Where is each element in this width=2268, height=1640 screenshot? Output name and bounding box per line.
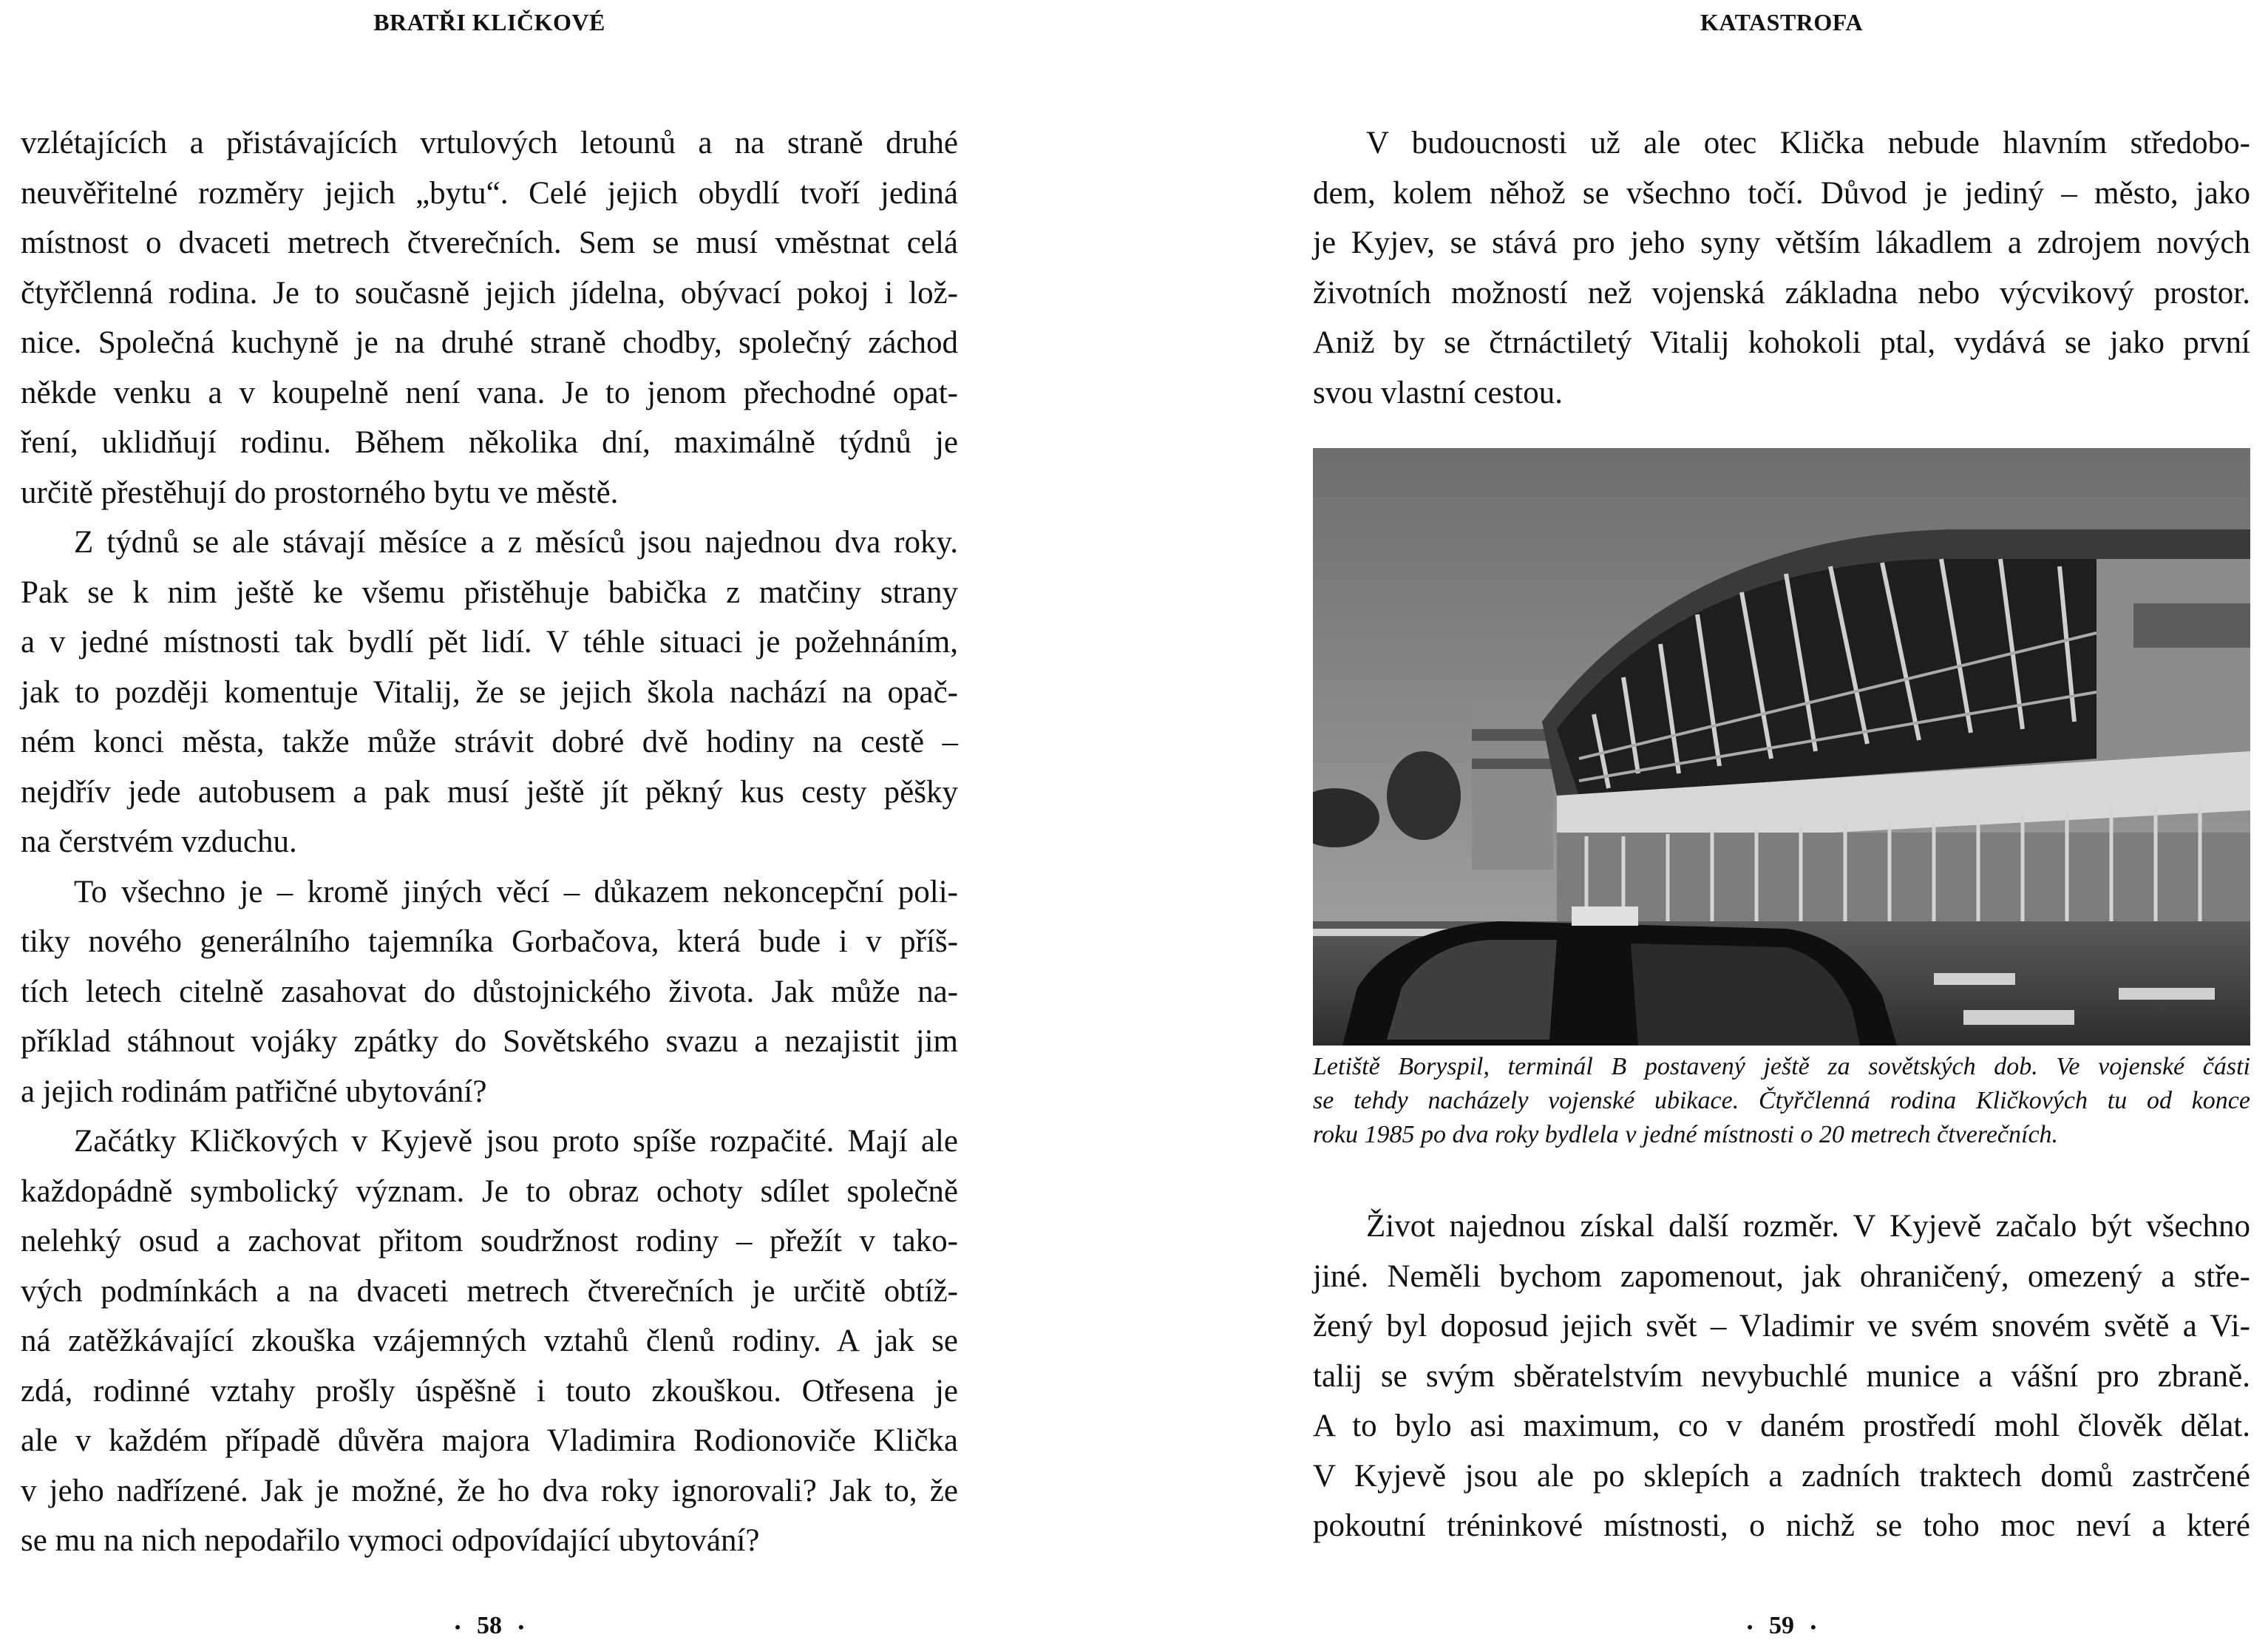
text-line: ná zatěžkávající zkouška vzájemných vztahů členů rodiny. A jak se <box>21 1324 958 1358</box>
text-line: životních možností než vojenská základna nebo výcvikový prostor. <box>1313 275 2250 311</box>
text-line: někde venku a v koupelně není vana. Je to jenom přechodné opat- <box>21 375 958 410</box>
caption-line: roku 1985 po dva roky bydlela v jedné místnosti o 20 metrech čtverečních. <box>1313 1121 2059 1148</box>
text-line: Život najednou získal další rozměr. V Kyjevě začalo být všechno <box>1366 1209 2250 1244</box>
text-line: Začátky Kličkových v Kyjevě jsou proto spíše rozpačité. Mají ale <box>74 1124 958 1159</box>
caption-line: se tehdy nacházely vojenské ubikace. Čtyřčlenná rodina Kličkových tu od konce <box>1313 1087 2250 1114</box>
text-line: ale v každém případě důvěra majora Vladimira Rodionoviče Klička <box>21 1423 958 1458</box>
folio-bullet-icon: • <box>1810 1618 1816 1637</box>
page-number-value: 59 <box>1769 1612 1794 1639</box>
text-line: se mu na nich nepodařilo vymoci odpovídající ubytování? <box>21 1523 760 1558</box>
text-line: je Kyjev, se stává pro jeho syny větším lákadlem a zdrojem nových <box>1313 226 2250 260</box>
page-number-right <box>1313 1612 2250 1640</box>
text-line: ném konci města, takže může strávit dobré dvě hodiny na cestě – <box>21 725 958 759</box>
text-line: každopádně symbolický význam. Je to obraz ochoty sdílet společně <box>21 1173 958 1209</box>
text-line: Aniž by se čtrnáctiletý Vitalij kohokoli ptal, vydává se jako první <box>1313 325 2250 360</box>
photo-caption <box>1313 1050 2250 1152</box>
text-line: neuvěřitelné rozměry jejich „bytu“. Celé jejich obydlí tvoří jediná <box>21 175 958 211</box>
right-page <box>1134 0 2268 1640</box>
folio-bullet-icon: • <box>1747 1618 1753 1637</box>
text-line: čtyřčlenná rodina. Je to současně jejich jídelna, obývací pokoj i lož- <box>21 275 958 311</box>
text-line: To všechno je – kromě jiných věcí – důkazem nekoncepční poli- <box>74 874 958 909</box>
text-line: nelehký osud a zachovat přitom soudržnost rodiny – přežít v tako- <box>21 1224 958 1258</box>
airport-terminal-photo <box>1313 448 2250 1046</box>
running-head-book-title: BRATŘI KLIČKOVÉ <box>373 9 605 35</box>
text-line: a v jedné místnosti tak bydlí pět lidí. V téhle situaci je požehnáním, <box>21 625 958 660</box>
text-line: svou vlastní cestou. <box>1313 375 1563 410</box>
text-line: příklad stáhnout vojáky zpátky do Sovětského svazu a nezajistit jim <box>21 1024 958 1059</box>
text-line: v jeho nadřízené. Jak je možné, že ho dva roky ignorovali? Jak to, že <box>21 1473 958 1508</box>
text-line: A to bylo asi maximum, co v daném prostředí mohl člověk dělat. <box>1313 1409 2250 1443</box>
text-line: vzlétajících a přistávajících vrtulových letounů a na straně druhé <box>21 126 958 160</box>
caption-line: Letiště Boryspil, terminál B postavený ještě za sovětských dob. Ve vojenské části <box>1313 1053 2250 1080</box>
right-body-text-bottom <box>1313 1202 2250 1551</box>
left-body-text <box>21 118 958 1566</box>
text-line: tiky nového generálního tajemníka Gorbačova, která bude i v příš- <box>21 924 958 959</box>
text-line: talij se svým sběratelstvím nevybuchlé munice a vášní pro zbraně. <box>1313 1358 2250 1394</box>
text-line: nice. Společná kuchyně je na druhé straně chodby, společný záchod <box>21 325 958 360</box>
text-line: jak to později komentuje Vitalij, že se jejich škola nachází na opač- <box>21 674 958 710</box>
running-head-chapter-title: KATASTROFA <box>1700 9 1864 35</box>
text-line: určitě přestěhují do prostorného bytu ve městě. <box>21 475 619 510</box>
text-line: dem, kolem něhož se všechno točí. Důvod je jediný – město, jako <box>1313 175 2250 211</box>
text-line: V Kyjevě jsou ale po sklepích a zadních traktech domů zastrčené <box>1313 1458 2250 1494</box>
text-line: ření, uklidňují rodinu. Během několika dní, maximálně týdnů je <box>21 425 958 460</box>
folio-bullet-icon: • <box>455 1618 461 1637</box>
text-line: jiné. Neměli bychom zapomenout, jak ohraničený, omezený a stře- <box>1313 1258 2250 1294</box>
text-line: V budoucnosti už ale otec Klička nebude hlavním středobo- <box>1366 126 2250 160</box>
text-line: místnost o dvaceti metrech čtverečních. Sem se musí vměstnat celá <box>21 226 958 260</box>
folio-bullet-icon: • <box>518 1618 524 1637</box>
text-line: pokoutní tréninkové místnosti, o nichž se toho moc neví a které <box>1313 1508 2250 1543</box>
text-line: tích letech citelně zasahovat do důstojnického života. Jak může na- <box>21 974 958 1009</box>
text-line: a jejich rodinám patřičné ubytování? <box>21 1074 487 1109</box>
text-line: vých podmínkách a na dvaceti metrech čtverečních je určitě obtíž- <box>21 1273 958 1309</box>
page-number-left <box>21 1612 958 1640</box>
photo-illustration <box>1313 448 2250 1046</box>
page-number-value: 58 <box>477 1612 502 1639</box>
text-line: žený byl doposud jejich svět – Vladimir ve svém snovém světě a Vi- <box>1313 1309 2250 1343</box>
right-body-text-top <box>1313 118 2250 418</box>
text-line: nejdřív jede autobusem a pak musí ještě jít pěkný kus cesty pěšky <box>21 774 958 810</box>
text-line: Pak se k nim ještě ke všemu přistěhuje babička z matčiny strany <box>21 575 958 610</box>
text-line: zdá, rodinné vztahy prošly úspěšně i touto zkouškou. Otřesena je <box>21 1373 958 1409</box>
text-line: Z týdnů se ale stávají měsíce a z měsíců jsou najednou dva roky. <box>74 525 958 560</box>
text-line: na čerstvém vzduchu. <box>21 824 297 859</box>
